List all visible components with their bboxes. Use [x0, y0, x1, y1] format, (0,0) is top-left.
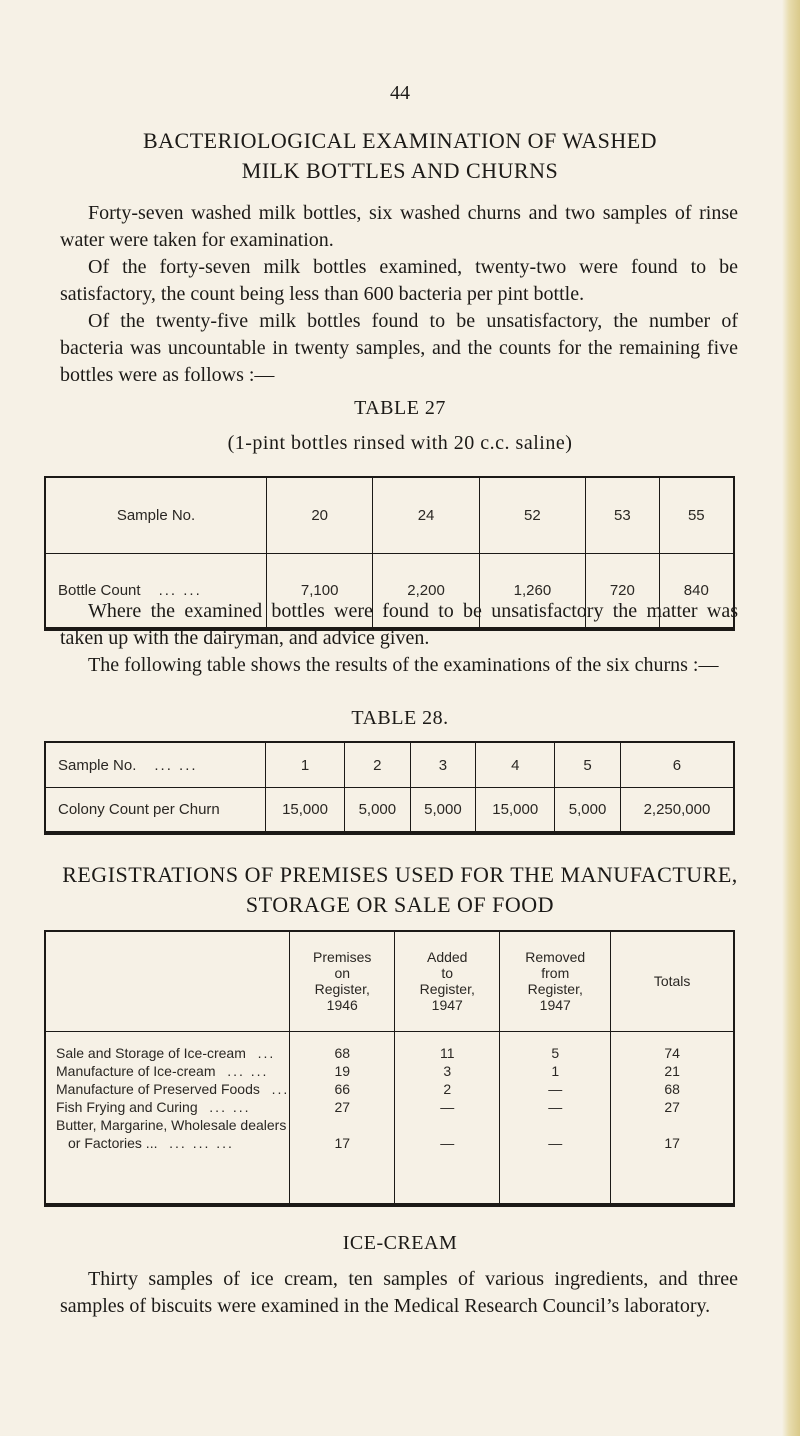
table27-sample-cell: 52: [479, 477, 585, 553]
totals-cell: 27: [664, 1098, 680, 1115]
table28-row-count: [45, 788, 734, 834]
registration-row-label: [46, 1062, 289, 1080]
table28-count-cell: 5,000: [555, 788, 621, 834]
header-text: 1947: [431, 997, 463, 1014]
totals-cell: 21: [664, 1062, 680, 1079]
table28-sample-cell: 5: [555, 742, 621, 788]
header-added: [395, 931, 500, 1031]
registrations-labels-column: [45, 1031, 290, 1205]
table27-subtitle: (1-pint bottles rinsed with 20 c.c. saline): [227, 432, 573, 454]
leader-dots: ... ...: [158, 581, 202, 599]
header-text: Premises: [313, 949, 372, 966]
table27-count-cell: 720: [586, 553, 660, 629]
table27-title: TABLE 27: [354, 397, 446, 419]
registrations-header-row: [45, 931, 734, 1031]
table28-row2-label: Colony Count per Churn: [45, 788, 266, 834]
premises-cell: 27: [334, 1098, 351, 1115]
table28-count-cell: 5,000: [345, 788, 411, 834]
table27-row2-label-text: Bottle Count: [58, 581, 141, 599]
leader-dots: ... ...: [227, 1062, 269, 1079]
table28-sample-cell: 6: [620, 742, 734, 788]
registration-row-label: [46, 1134, 289, 1152]
removed-cell: —: [548, 1080, 563, 1097]
table28: [44, 741, 735, 835]
section-title-line2: MILK BOTTLES AND CHURNS: [241, 158, 559, 183]
added-cell: 2: [443, 1080, 452, 1097]
added-cell: —: [440, 1134, 455, 1151]
paragraph-churns: The following table shows the results of the examinations of the six churns :—: [88, 654, 719, 676]
totals-cell: 74: [664, 1044, 680, 1061]
table28-row1-label: [45, 742, 266, 788]
table27-sample-cell: 20: [267, 477, 373, 553]
table27-count-cell: 2,200: [373, 553, 479, 629]
table28-count-cell: 15,000: [476, 788, 555, 834]
row-label-text: or Factories ...: [68, 1134, 158, 1151]
header-text: Removed: [525, 949, 586, 966]
row-label-text: Manufacture of Ice-cream: [56, 1062, 216, 1079]
paragraph-dairyman: Where the examined bottles were found to be unsatisfactory the matter was taken up with the dairyman, and advice given.: [60, 600, 738, 649]
header-premises: [290, 931, 395, 1031]
totals-cell: 17: [664, 1134, 680, 1151]
table27-sample-cell: 53: [586, 477, 660, 553]
header-removed: [500, 931, 611, 1031]
premises-cell: 68: [334, 1044, 351, 1061]
icecream-title: ICE-CREAM: [342, 1232, 458, 1254]
premises-column: [290, 1031, 395, 1205]
row-label-text: Manufacture of Preserved Foods: [56, 1080, 260, 1097]
paragraph-intro: Forty-seven washed milk bottles, six washed churns and two samples of rinse water were taken for examination.: [60, 202, 738, 251]
registrations-header-blank: [45, 931, 290, 1031]
registrations-title-line1: REGISTRATIONS OF PREMISES USED FOR THE MANUFACTURE,: [62, 862, 738, 887]
added-cell: 3: [443, 1062, 452, 1079]
header-text: on: [334, 965, 351, 982]
registration-row-label: [46, 1080, 289, 1098]
table27-count-cell: 7,100: [267, 553, 373, 629]
leader-dots: ... ... ...: [169, 1134, 234, 1151]
table28-sample-cell: 2: [345, 742, 411, 788]
registration-row-label: [46, 1098, 289, 1116]
header-text: from: [541, 965, 570, 982]
table27-row1-label: Sample No.: [45, 477, 267, 553]
section-title-line1: BACTERIOLOGICAL EXAMINATION OF WASHED: [142, 128, 658, 153]
header-text: 1947: [539, 997, 571, 1014]
premises-cell: 17: [334, 1134, 351, 1151]
row-label-text: Sale and Storage of Ice-cream: [56, 1044, 246, 1061]
header-text: Register,: [314, 981, 370, 998]
table28-title: TABLE 28.: [351, 707, 449, 729]
registration-row-label: Butter, Margarine, Wholesale dealers: [56, 1116, 287, 1133]
section-title-washed-bottles: [60, 126, 740, 186]
table28-sample-cell: 1: [266, 742, 345, 788]
premises-cell: 66: [334, 1080, 351, 1097]
registrations-title-line2: STORAGE OR SALE OF FOOD: [245, 892, 555, 917]
table28-row-sample: [45, 742, 734, 788]
premises-cell: 19: [334, 1062, 351, 1079]
table28-sample-cell: 3: [410, 742, 476, 788]
registrations-title: [50, 860, 750, 920]
removed-column: [500, 1031, 611, 1205]
table27-sample-cell: 24: [373, 477, 479, 553]
removed-cell: —: [548, 1098, 563, 1115]
table28-row1-label-text: Sample No.: [58, 756, 137, 774]
table28-count-cell: 15,000: [266, 788, 345, 834]
page-number: 44: [390, 82, 410, 104]
totals-cell: 68: [664, 1080, 680, 1097]
leader-dots: ...: [271, 1080, 290, 1097]
table27-count-cell: 840: [659, 553, 734, 629]
header-text: 1946: [326, 997, 358, 1014]
leader-dots: ... ...: [209, 1098, 251, 1115]
leader-dots: ...: [257, 1044, 276, 1061]
added-column: [395, 1031, 500, 1205]
registrations-body: [45, 1031, 734, 1205]
paragraph-unsatisfactory: Of the twenty-five milk bottles found to be unsatisfactory, the number of bacteria was uncountable in twenty samples, and the counts for the remaining five bottles were as follows :—: [60, 310, 738, 386]
removed-cell: —: [548, 1134, 563, 1151]
leader-dots: ... ...: [154, 756, 198, 774]
table28-sample-cell: 4: [476, 742, 555, 788]
added-cell: —: [440, 1098, 455, 1115]
table27-row-sample: [45, 477, 734, 553]
registration-row-label: [46, 1044, 289, 1062]
table28-count-cell: 5,000: [410, 788, 476, 834]
header-text: Register,: [419, 981, 475, 998]
removed-cell: 1: [551, 1062, 560, 1079]
added-cell: 11: [439, 1044, 455, 1061]
row-label-text: Fish Frying and Curing: [56, 1098, 198, 1115]
paragraph-satisfactory: Of the forty-seven milk bottles examined, twenty-two were found to be satisfactory, the count being less than 600 bacteria per pint bottle.: [60, 256, 738, 305]
registrations-table: [44, 930, 735, 1207]
paragraph-icecream: Thirty samples of ice cream, ten samples of various ingredients, and three samples of biscuits were examined in the Medical Research Council’s laboratory.: [60, 1268, 738, 1317]
header-text: Added: [426, 949, 468, 966]
removed-cell: 5: [551, 1044, 560, 1061]
totals-column: [611, 1031, 734, 1205]
table27-sample-cell: 55: [659, 477, 734, 553]
table27-count-cell: 1,260: [479, 553, 585, 629]
header-text: to: [441, 965, 454, 982]
header-totals: Totals: [611, 931, 734, 1031]
table28-count-cell: 2,250,000: [620, 788, 734, 834]
header-text: Register,: [527, 981, 583, 998]
